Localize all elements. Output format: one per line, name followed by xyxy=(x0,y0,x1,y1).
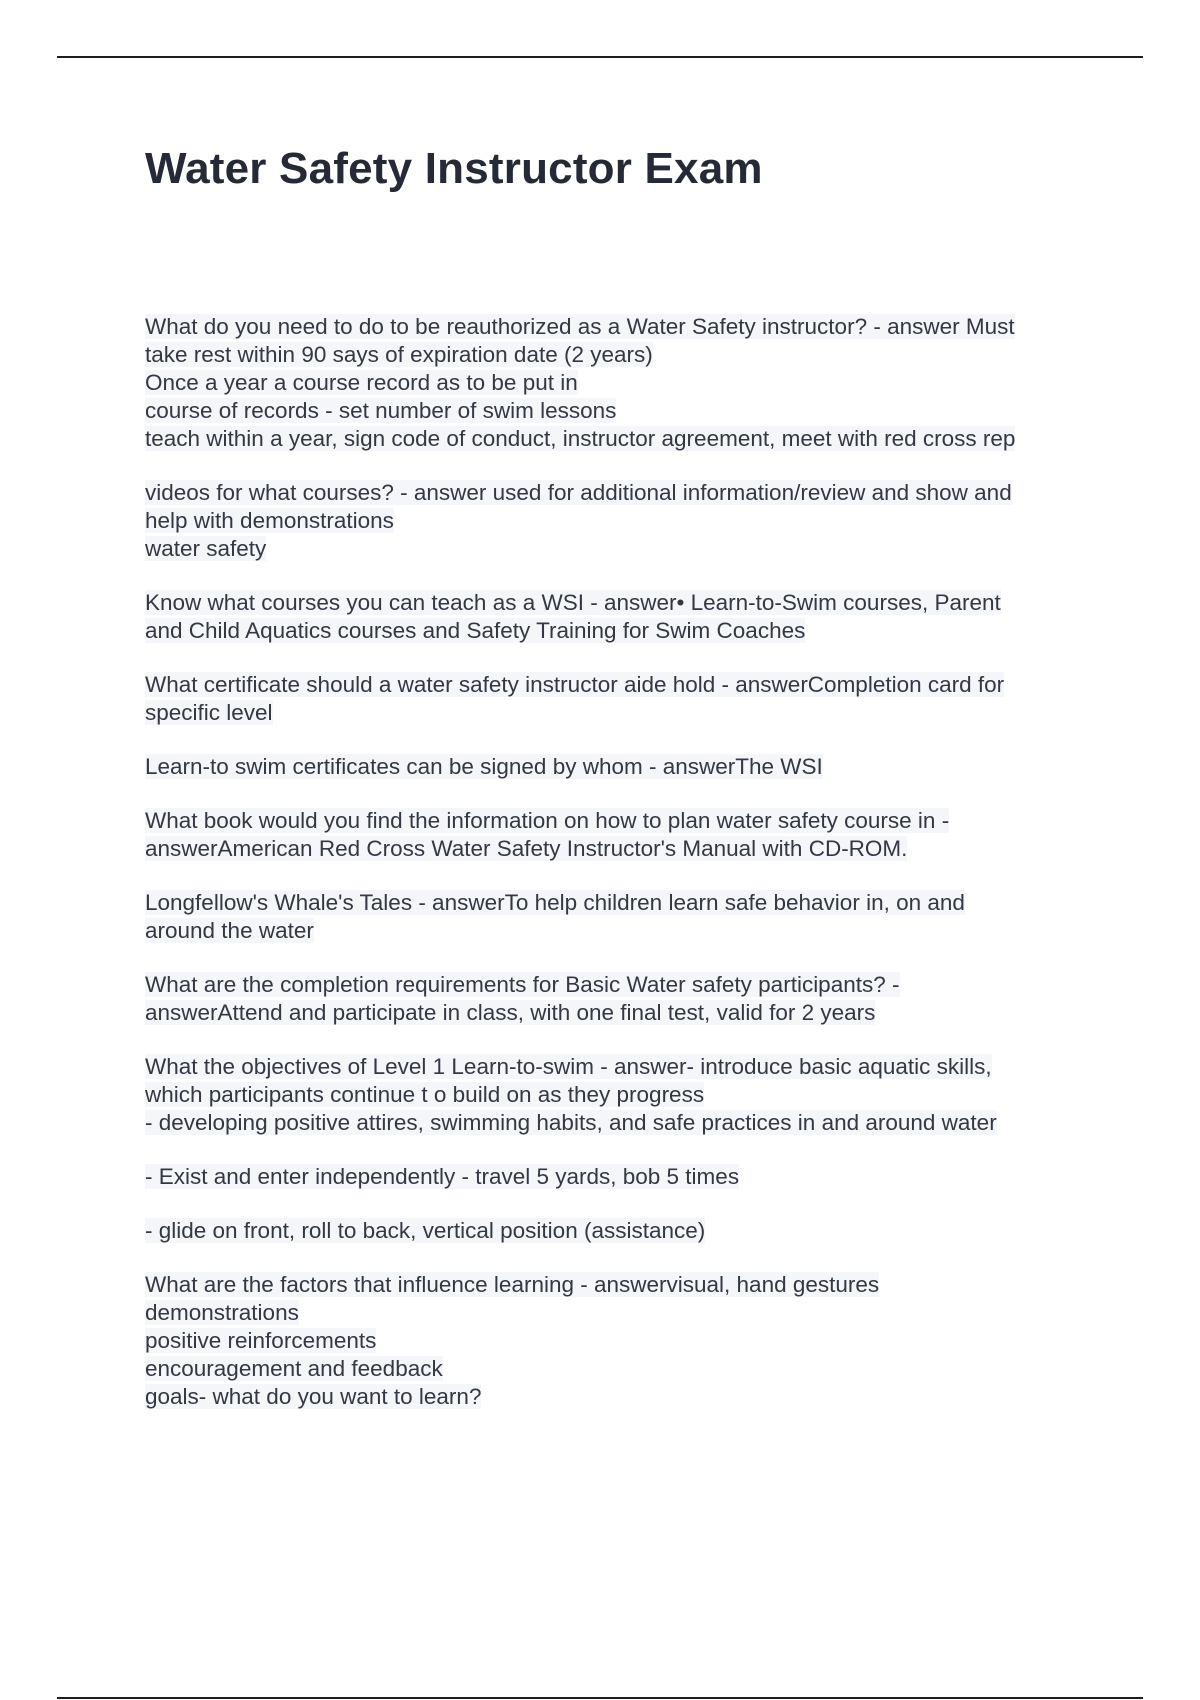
qa-line xyxy=(145,1081,1090,1109)
qa-line-text: goals- what do you want to learn? xyxy=(145,1384,482,1409)
qa-line xyxy=(145,671,1090,699)
qa-line-text: Once a year a course record as to be put in xyxy=(145,370,578,395)
qa-line xyxy=(145,1327,1090,1355)
qa-entry xyxy=(145,1271,1090,1411)
qa-line xyxy=(145,479,1090,507)
qa-line-text: What the objectives of Level 1 Learn-to-swim - answer- introduce basic aquatic skills, xyxy=(145,1054,992,1079)
qa-line-text: - glide on front, roll to back, vertical position (assistance) xyxy=(145,1218,706,1243)
qa-entry xyxy=(145,589,1090,645)
qa-line xyxy=(145,617,1090,645)
qa-line xyxy=(145,589,1090,617)
qa-line-text: teach within a year, sign code of conduct, instructor agreement, meet with red cross rep xyxy=(145,426,1016,451)
qa-entry xyxy=(145,971,1090,1027)
qa-line xyxy=(145,369,1090,397)
qa-line-text: course of records - set number of swim lessons xyxy=(145,398,617,423)
qa-line-text: What are the completion requirements for Basic Water safety participants? - xyxy=(145,972,900,997)
qa-line-text: around the water xyxy=(145,918,314,943)
qa-entry xyxy=(145,753,1090,781)
qa-entry xyxy=(145,479,1090,563)
qa-line-text: What are the factors that influence learning - answervisual, hand gestures xyxy=(145,1272,880,1297)
qa-line-text: answerAmerican Red Cross Water Safety Instructor's Manual with CD-ROM. xyxy=(145,836,908,861)
qa-line-text: answerAttend and participate in class, with one final test, valid for 2 years xyxy=(145,1000,876,1025)
qa-line xyxy=(145,1299,1090,1327)
qa-line xyxy=(145,917,1090,945)
qa-line xyxy=(145,753,1090,781)
qa-line-text: take rest within 90 says of expiration date (2 years) xyxy=(145,342,653,367)
qa-line-text: water safety xyxy=(145,536,267,561)
footer-rule xyxy=(57,1697,1143,1699)
qa-line xyxy=(145,341,1090,369)
qa-line-text: demonstrations xyxy=(145,1300,299,1325)
qa-line-text: specific level xyxy=(145,700,273,725)
qa-line xyxy=(145,1217,1090,1245)
qa-line xyxy=(145,397,1090,425)
qa-line xyxy=(145,1271,1090,1299)
qa-line-text: encouragement and feedback xyxy=(145,1356,443,1381)
qa-line xyxy=(145,507,1090,535)
qa-line-text: Learn-to swim certificates can be signed by whom - answerThe WSI xyxy=(145,754,823,779)
document-body xyxy=(145,313,1090,1437)
qa-line xyxy=(145,889,1090,917)
qa-entry xyxy=(145,671,1090,727)
page-title: Water Safety Instructor Exam xyxy=(145,144,763,193)
qa-line xyxy=(145,1109,1090,1137)
qa-line-text: Longfellow's Whale's Tales - answerTo help children learn safe behavior in, on and xyxy=(145,890,965,915)
qa-line xyxy=(145,535,1090,563)
qa-line-text: and Child Aquatics courses and Safety Training for Swim Coaches xyxy=(145,618,806,643)
qa-entry xyxy=(145,807,1090,863)
qa-line xyxy=(145,1053,1090,1081)
qa-line-text: videos for what courses? - answer used for additional information/review and show and xyxy=(145,480,1012,505)
qa-line xyxy=(145,971,1090,999)
qa-line-text: Know what courses you can teach as a WSI - answer• Learn-to-Swim courses, Parent xyxy=(145,590,1001,615)
qa-line-text: help with demonstrations xyxy=(145,508,394,533)
qa-line xyxy=(145,1383,1090,1411)
qa-entry xyxy=(145,1053,1090,1137)
qa-line-text: - Exist and enter independently - travel 5 yards, bob 5 times xyxy=(145,1164,740,1189)
qa-line xyxy=(145,835,1090,863)
qa-line-text: What do you need to do to be reauthorized as a Water Safety instructor? - answer Must xyxy=(145,314,1015,339)
qa-line xyxy=(145,807,1090,835)
qa-line xyxy=(145,1163,1090,1191)
qa-line xyxy=(145,425,1090,453)
qa-line xyxy=(145,699,1090,727)
qa-entry xyxy=(145,1217,1090,1245)
header-rule xyxy=(57,56,1143,58)
qa-entry xyxy=(145,1163,1090,1191)
qa-line-text: What book would you find the information on how to plan water safety course in - xyxy=(145,808,950,833)
qa-line-text: positive reinforcements xyxy=(145,1328,377,1353)
qa-line xyxy=(145,1355,1090,1383)
qa-line-text: - developing positive attires, swimming habits, and safe practices in and around water xyxy=(145,1110,997,1135)
qa-line xyxy=(145,313,1090,341)
qa-entry xyxy=(145,889,1090,945)
qa-line-text: What certificate should a water safety instructor aide hold - answerCompletion card for xyxy=(145,672,1005,697)
qa-entry xyxy=(145,313,1090,453)
qa-line-text: which participants continue t o build on as they progress xyxy=(145,1082,705,1107)
qa-line xyxy=(145,999,1090,1027)
